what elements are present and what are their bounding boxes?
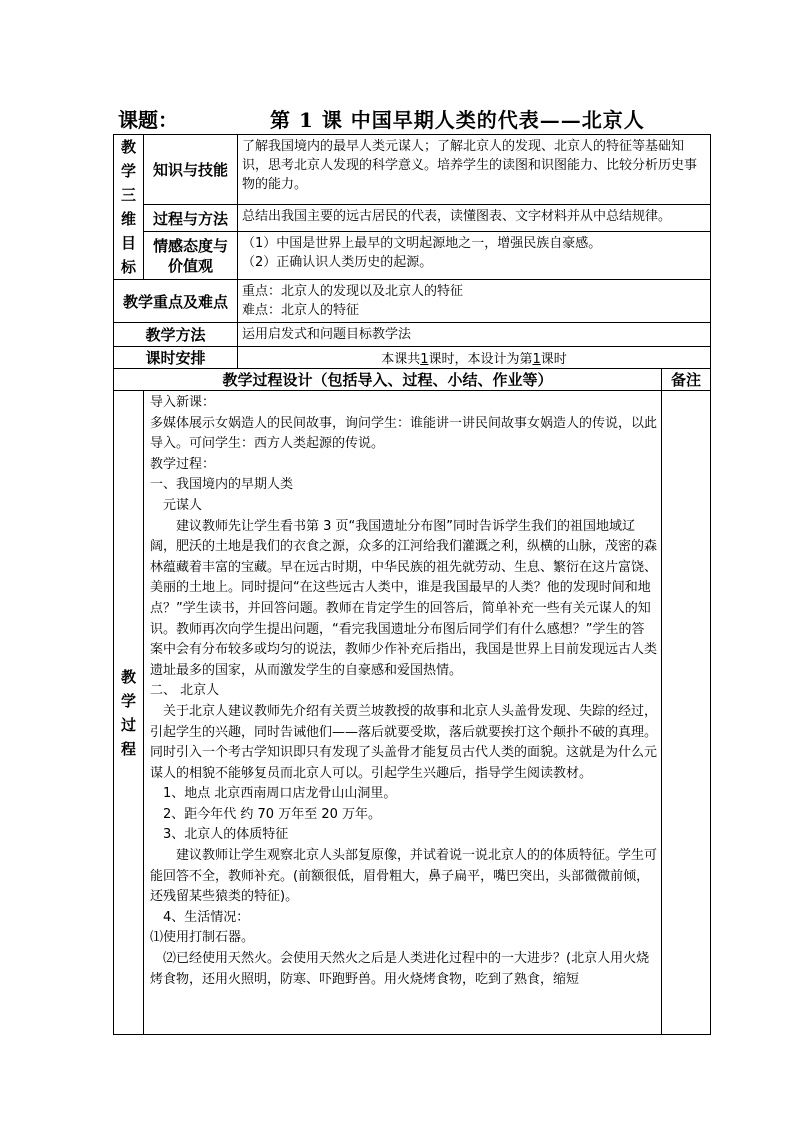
para-intro: 多媒体展示女娲造人的民间故事，询问学生：谁能讲一讲民间故事女娲造人的传说，以此导入。可问学生：西方人类起源的传说。	[150, 415, 658, 452]
teaching-process-content	[144, 391, 662, 1035]
para-yuanmou-title: 元谋人	[163, 497, 203, 513]
teaching-process-label: 教 学 过 程	[114, 391, 144, 1035]
schedule-text	[238, 347, 711, 369]
schedule-label: 课时安排	[114, 347, 238, 369]
process-design-header: 教学过程设计（包括导入、过程、小结、作业等）	[114, 369, 662, 391]
emotion-line-2: （2）正确认识人类历史的起源。	[242, 255, 433, 271]
schedule-pre: 本课共	[381, 352, 421, 367]
para-life-title: 4、生活情况：	[163, 909, 250, 925]
knowledge-text: 了解我国境内的最早人类元谋人；了解北京人的发现、北京人的特征等基础知识，思考北京人发现的科学意义。培养学生的读图和识图能力、比较分析历史事物的能力。	[238, 135, 711, 205]
remarks-header: 备注	[662, 369, 711, 391]
process-label: 过程与方法	[144, 205, 238, 232]
para-peking-intro: 关于北京人建议教师先介绍有关贾兰坡教授的故事和北京人头盖骨发现、失踪的经过，引起学生的兴趣，同时告诫他们——落后就要受欺，落后就要挨打这个颠扑不破的真理。同时引入一个考古学知识即只有发现了头盖骨才能复员古代人类的面貌。这就是为什么元谋人的相貌不能够复员而北京人可以。引起学生兴趣后，指导学生阅读教材。	[150, 703, 658, 781]
para-fire: ⑵已经使用天然火。会使用天然火之后是人类进化过程中的一大进步？(北京人用火烧烤食物，还用火照明，防寒、吓跑野兽。用火烧烤食物，吃到了熟食，缩短	[150, 951, 650, 987]
lesson-plan-table	[113, 134, 711, 1035]
schedule-current: 1	[532, 352, 541, 367]
para-yuanmou: 建议教师先让学生看书第 3 页“我国遗址分布图”同时告诉学生我们的祖国地域辽阔，肥沃的土地是我们的衣食之源，众多的江河给我们灌溉之利，纵横的山脉，茂密的森林蕴藏着丰富的宝藏。早在远古时期，中华民族的祖先就劳动、生息、繁衍在这片富饶、美丽的土地上。同时提问“在这些远古人类中，谁是我国最早的人类？他的发现时间和地点？”学生读书，并回答问题。教师在肯定学生的回答后，简单补充一些有关元谋人的知识。教师再次向学生提出问题，“看完我国遗址分布图后同学们有什么感想？”学生的答案中会有分布较多或均匀的说法，教师少作补充后指出，我国是世界上目前发现远古人类遗址最多的国家，从而激发学生的自豪感和爱国热情。	[150, 518, 658, 678]
schedule-post: 课时	[540, 352, 567, 367]
para-stone-tools: ⑴使用打制石器。	[150, 930, 255, 946]
para-process-title: 教学过程：	[150, 456, 216, 472]
page-title: 第 1 课 中国早期人类的代表——北京人	[270, 108, 645, 132]
emotion-label	[144, 232, 238, 280]
focus-label: 教学重点及难点	[114, 280, 238, 323]
focus-text	[238, 280, 711, 323]
emotion-label-text: 情感态度与价值观	[152, 236, 228, 275]
focus-difficulty: 难点：北京人的特征	[242, 303, 360, 318]
focus-key: 重点：北京人的发现以及北京人的特征	[242, 284, 464, 299]
para-location: 1、地点 北京西南周口店龙骨山山洞里。	[163, 786, 397, 802]
knowledge-label: 知识与技能	[144, 135, 238, 205]
process-text: 总结出我国主要的远古居民的代表，读懂图表、文字材料并从中总结规律。	[238, 205, 711, 232]
emotion-text	[238, 232, 711, 280]
para-era: 2、距今年代 约 70 万年至 20 万年。	[163, 806, 382, 822]
schedule-total: 1	[420, 352, 429, 367]
title-line	[118, 104, 718, 134]
goals-section-label: 教 学 三 维 目 标	[114, 135, 144, 280]
method-text: 运用启发式和问题目标教学法	[238, 323, 711, 347]
para-intro-title: 导入新课：	[150, 395, 216, 410]
schedule-mid: 课时，本设计为第	[428, 352, 533, 367]
para-section-2: 二、 北京人	[150, 683, 220, 699]
method-label: 教学方法	[114, 323, 238, 347]
para-section-1: 一、我国境内的早期人类	[150, 477, 294, 493]
para-features-title: 3、北京人的体质特征	[163, 827, 289, 843]
remarks-cell	[662, 391, 711, 1035]
topic-label: 课题：	[118, 108, 178, 132]
emotion-line-1: （1）中国是世界上最早的文明起源地之一，增强民族自豪感。	[242, 236, 602, 252]
para-features: 建议教师让学生观察北京人头部复原像，并试着说一说北京人的的体质特征。学生可能回答不全，教师补充。(前额很低，眉骨粗大，鼻子扁平，嘴巴突出，头部微微前倾，还残留某些猿类的特征)。	[150, 848, 658, 905]
